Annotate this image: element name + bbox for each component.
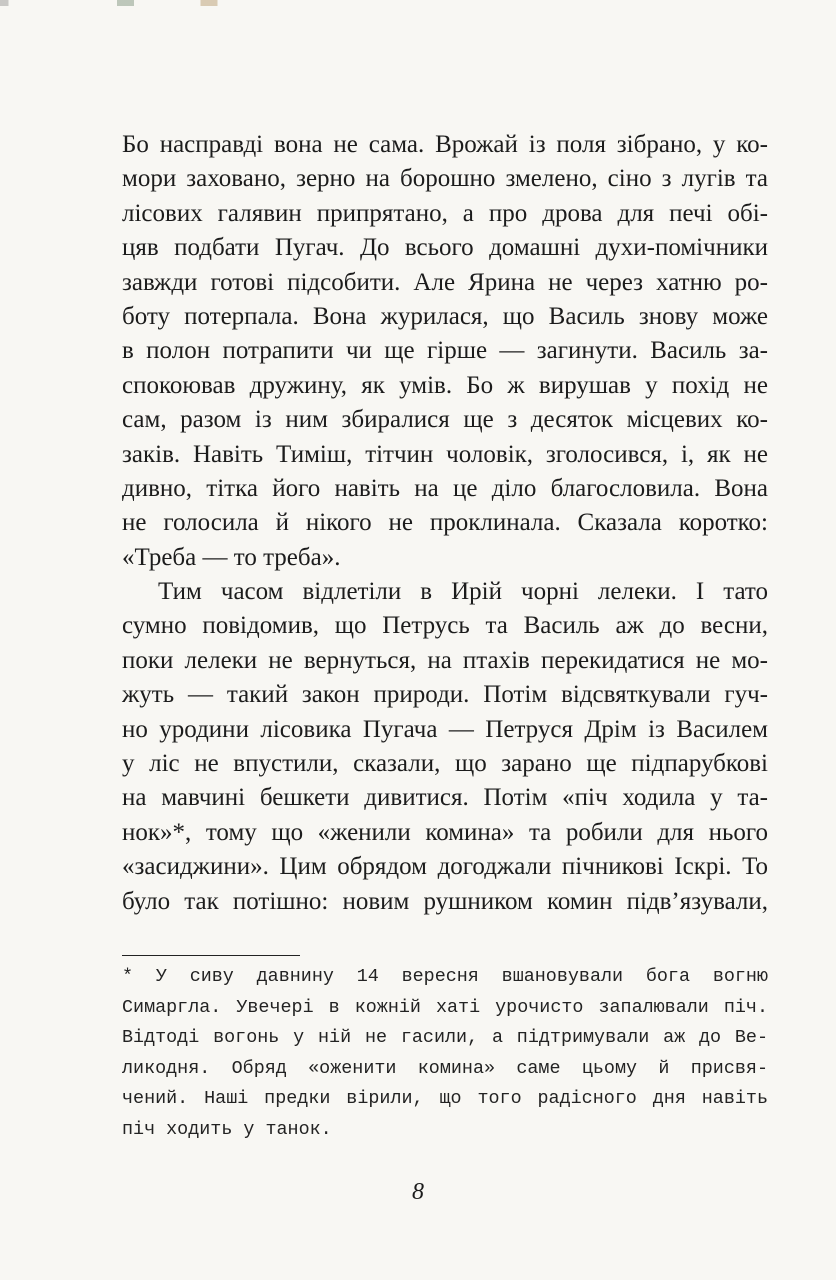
body-line: поки лелеки не вернуться, на птахів перекидатися не мо-: [122, 646, 768, 674]
body-line: завжди готові підсобити. Але Ярина не через хатню ро-: [122, 268, 768, 296]
body-line: боту потерпала. Вона журилася, що Василь знову може: [122, 302, 768, 330]
paragraph-start-line: Тим часом відлетіли в Ирій чорні лелеки. І тато: [158, 578, 768, 606]
body-line: не голосила й нікого не проклинала. Сказала коротко:: [122, 509, 768, 537]
scan-edge-artifact: [0, 0, 836, 6]
body-line: на мавчині бешкети дивитися. Потім «піч ходила у та-: [122, 784, 768, 812]
footnote: [122, 962, 768, 1146]
body-line: жуть — такий закон природи. Потім відсвяткували гуч-: [122, 681, 768, 709]
body-text: [122, 128, 768, 919]
body-line: у ліс не впустили, сказали, що зарано ще підпарубкові: [122, 750, 768, 778]
body-line: лісових галявин припрятано, а про дрова для печі обі-: [122, 199, 768, 227]
body-line: Бо насправді вона не сама. Врожай із поля зібрано, у ко-: [122, 131, 768, 158]
body-line: «Треба — то треба».: [122, 543, 341, 571]
footnote-line: піч ходить у танок.: [122, 1118, 332, 1140]
body-line: сумно повідомив, що Петрусь та Василь аж до весни,: [122, 612, 768, 640]
body-line: в полон потрапити чи ще гірше — загинути. Василь за-: [122, 337, 768, 365]
body-line: цяв подбати Пугач. До всього домашні духи-помічники: [122, 234, 768, 262]
body-line: нок»*, тому що «женили комина» та робили для нього: [122, 818, 768, 846]
footnote-line: * У сиву давнину 14 вересня вшановували бога вогню: [122, 966, 768, 987]
page-number: 8: [412, 1179, 424, 1205]
body-line: сам, разом із ним збиралися ще з десяток місцевих ко-: [122, 406, 768, 434]
body-line: мори заховано, зерно на борошно змелено, сіно з лугів та: [122, 165, 768, 193]
footnote-line: чений. Наші предки вірили, що того радісного дня навіть: [122, 1088, 768, 1110]
body-line: було так потішно: новим рушником комин підв’язували,: [122, 887, 768, 915]
body-line: заків. Навіть Тиміш, тітчин чоловік, зголосився, і, як не: [122, 440, 768, 468]
footnote-line: ликодня. Обряд «оженити комина» саме цьому й присвя-: [122, 1057, 768, 1079]
body-line: «засиджини». Цим обрядом догоджали пічникові Іскрі. То: [122, 853, 768, 881]
body-line: спокоював дружину, як умів. Бо ж вирушав у похід не: [122, 371, 768, 399]
footnote-separator: [122, 955, 300, 956]
footnote-line: Відтоді вогонь у ній не гасили, а підтримували аж до Ве-: [122, 1027, 768, 1049]
body-line: дивно, тітка його навіть на це діло благословила. Вона: [122, 474, 768, 502]
body-line: но уродини лісовика Пугача — Петруся Дрім із Василем: [122, 715, 768, 743]
footnote-line: Симаргла. Увечері в кожній хаті урочисто запалювали піч.: [122, 996, 768, 1018]
